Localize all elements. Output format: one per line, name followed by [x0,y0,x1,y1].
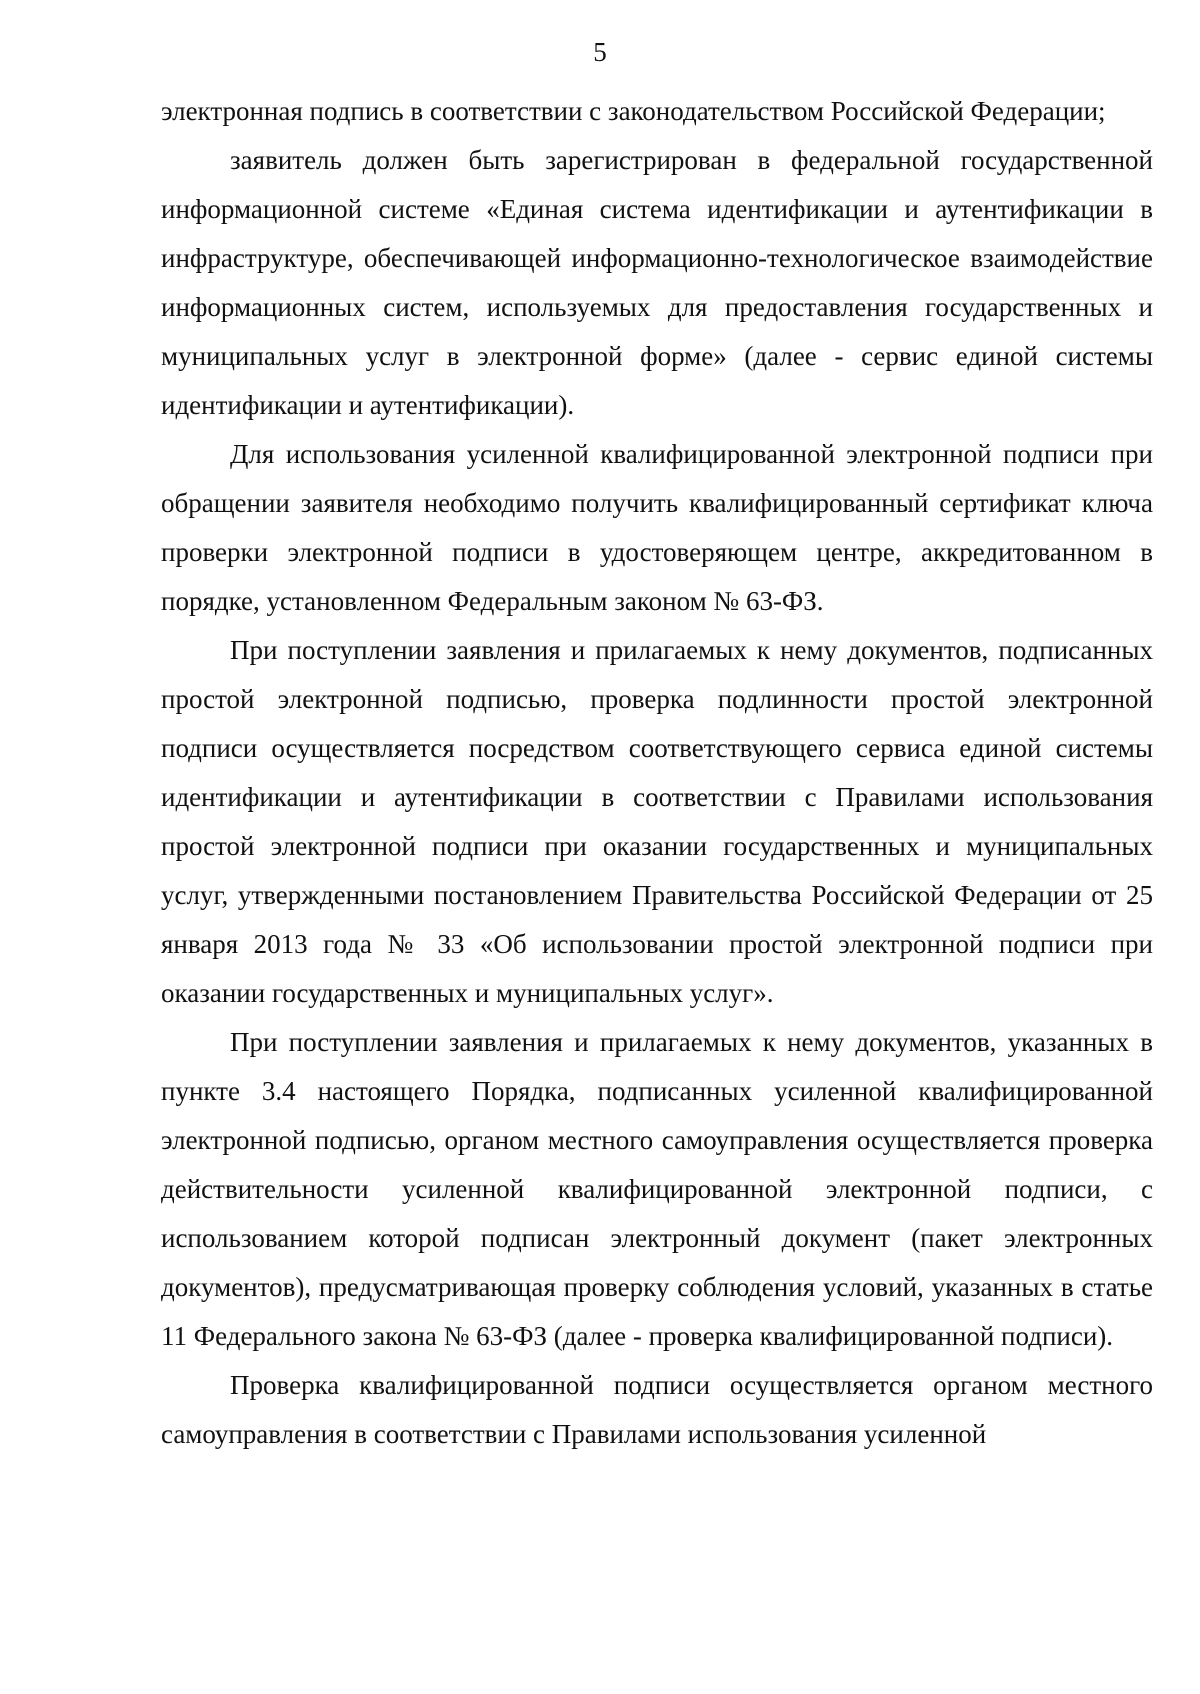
paragraph-simple-signature-verification: При поступлении заявления и прилагаемых к нему документов, подписанных простой электронной подписью, проверка подлинности простой электронной подписи осуществляется посредством соответствующего сервиса единой системы идентификации и аутентификации в соответствии с Правилами использования простой электронной подписи при оказании государственных и муниципальных услуг, утвержденными постановлением Правительства Российской Федерации от 25 января 2013 года № 33 «Об использовании простой электронной подписи при оказании государственных и муниципальных услуг». [161,635,1153,1008]
paragraph-continuation: электронная подпись в соответствии с законодательством Российской Федерации; [161,96,1106,126]
paragraph-registration-requirement: заявитель должен быть зарегистрирован в федеральной государственной информационной системе «Единая система идентификации и аутентификации в инфраструктуре, обеспечивающей информационно-технологическое взаимодействие информационных систем, используемых для предоставления государственных и муниципальных услуг в электронной форме» (далее - сервис единой системы идентификации и аутентификации). [161,145,1153,420]
paragraph-verification-rules: Проверка квалифицированной подписи осуществляется органом местного самоуправления в соответствии с Правилами использования усиленной [161,1370,1153,1449]
paragraph-qualified-signature-certificate: Для использования усиленной квалифицированной электронной подписи при обращении заявителя необходимо получить квалифицированный сертификат ключа проверки электронной подписи в удостоверяющем центре, аккредитованном в порядке, установленном Федеральным законом № 63-ФЗ. [161,439,1153,616]
document-body [161,87,1153,1459]
page-number: 5 [593,37,607,67]
paragraph-qualified-signature-verification: При поступлении заявления и прилагаемых к нему документов, указанных в пункте 3.4 настоящего Порядка, подписанных усиленной квалифицированной электронной подписью, органом местного самоуправления осуществляется проверка действительности усиленной квалифицированной электронной подписи, с использованием которой подписан электронный документ (пакет электронных документов), предусматривающая проверку соблюдения условий, указанных в статье 11 Федерального закона № 63-ФЗ (далее - проверка квалифицированной подписи). [161,1027,1153,1351]
